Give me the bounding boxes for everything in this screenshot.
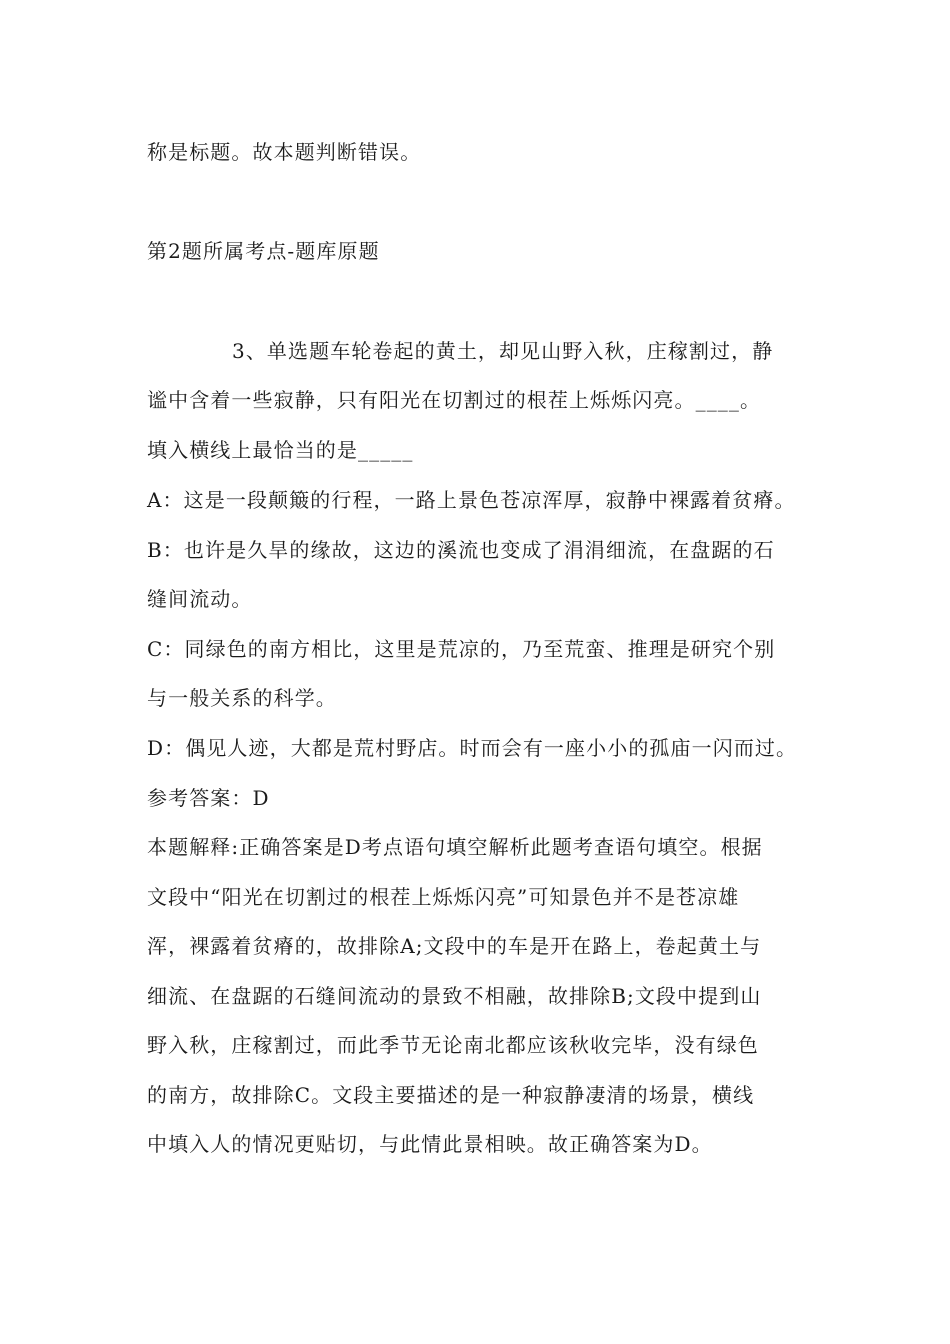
q3-stem-line-1: 3、单选题车轮卷起的黄土，却见山野入秋，庄稼割过，静 [232,339,774,363]
q2-topic-line: 第2题所属考点-题库原题 [147,239,380,263]
q3-explanation-line-4: 细流、在盘踞的石缝间流动的景致不相融，故排除B;文段中提到山 [147,984,762,1008]
q3-explanation-line-7: 中填入人的情况更贴切，与此情此景相映。故正确答案为D。 [147,1132,713,1156]
previous-explanation-end: 称是标题。故本题判断错误。 [147,140,422,164]
q3-option-c-line-1: C：同绿色的南方相比，这里是荒凉的，乃至荒蛮、推理是研究个别 [147,637,776,661]
q3-explanation-line-5: 野入秋，庄稼割过，而此季节无论南北都应该秋收完毕，没有绿色 [147,1033,759,1057]
q3-stem-line-2: 谧中含着一些寂静，只有阳光在切割过的根茬上烁烁闪亮。____。 [147,388,762,412]
q3-explanation-line-6: 的南方，故排除C。文段主要描述的是一种寂静凄清的场景，横线 [147,1083,755,1107]
q3-option-d: D：偶见人迹，大都是荒村野店。时而会有一座小小的孤庙一闪而过。 [147,736,798,760]
q3-option-b-line-2: 缝间流动。 [147,587,253,611]
q3-option-b-line-1: B：也许是久旱的缘故，这边的溪流也变成了涓涓细流，在盘踞的石 [147,538,775,562]
q3-option-a: A：这是一段颠簸的行程，一路上景色苍凉浑厚，寂静中裸露着贫瘠。 [147,488,796,512]
q3-answer: 参考答案：D [147,786,270,810]
q3-explanation-line-1: 本题解释:正确答案是D考点语句填空解析此题考查语句填空。根据 [147,835,763,859]
q3-stem-line-3: 填入横线上最恰当的是_____ [147,438,414,462]
q3-explanation-line-2: 文段中“阳光在切割过的根茬上烁烁闪亮”可知景色并不是苍凉雄 [147,885,740,909]
q3-explanation-line-3: 浑，裸露着贫瘠的，故排除A;文段中的车是开在路上，卷起黄土与 [147,934,762,958]
q3-option-c-line-2: 与一般关系的科学。 [147,686,337,710]
